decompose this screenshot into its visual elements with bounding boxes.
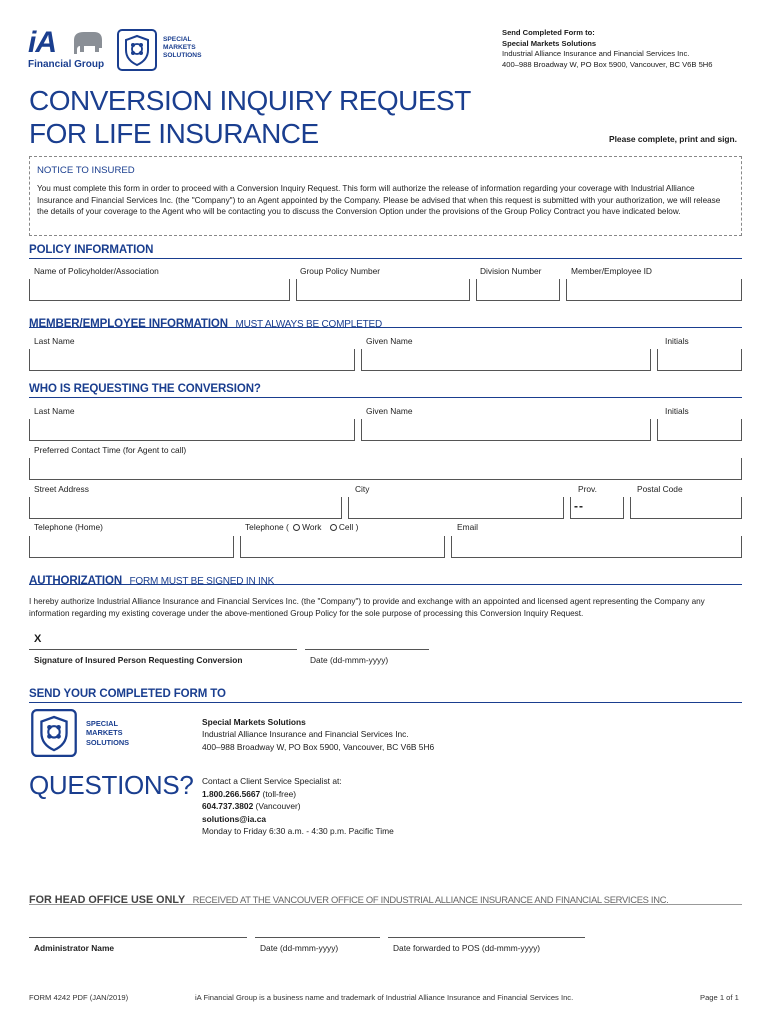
- division-label: Division Number: [480, 266, 542, 276]
- ia-logo: [28, 28, 108, 72]
- member-subheading: MUST ALWAYS BE COMPLETED: [235, 319, 382, 330]
- received-date-label: Date (dd-mmm-yyyy): [260, 943, 339, 953]
- member-given-name-label: Given Name: [366, 336, 413, 346]
- title-line-2: FOR LIFE INSURANCE: [29, 118, 319, 149]
- administrator-name-label: Administrator Name: [34, 943, 115, 953]
- city-label: City: [355, 484, 370, 494]
- questions-heading: QUESTIONS?: [29, 770, 194, 800]
- sms-logo-large: [31, 709, 151, 757]
- sms-logo-line: SOLUTIONS: [86, 737, 130, 747]
- email-label: Email: [457, 522, 478, 532]
- signature-date-label: Date (dd-mmm-yyyy): [310, 655, 389, 665]
- received-date-field[interactable]: [255, 920, 380, 938]
- city-field[interactable]: [348, 497, 564, 519]
- divider: [29, 702, 742, 703]
- toll-free-note: (toll-free): [260, 788, 297, 799]
- sms-logo-line: MARKETS: [163, 44, 196, 52]
- notice-body: You must complete this form in order to proceed with a Conversion Inquiry Request. This form will authorize the release of information regarding your coverage with Industrial Alliance Insurance and Financial Services Inc. (the "Company") to an Agent appointed by the Company. Please be advised that when this request is submitted with your authorization, we will release the details of your coverage to the Agent who will be contacting you to discuss the Conversion Option under the provisions of the Group Policy Contract you have indicated below.: [37, 184, 721, 217]
- member-last-name-label: Last Name: [34, 336, 75, 346]
- questions-contact-block: [202, 775, 394, 838]
- trademark-notice: iA Financial Group is a business name and trademark of Industrial Alliance Insurance and Financial Services Inc.: [195, 993, 574, 1002]
- requester-heading: WHO IS REQUESTING THE CONVERSION?: [29, 383, 261, 395]
- signature-label: Signature of Insured Person Requesting Conversion: [34, 655, 243, 665]
- send-to-heading: Send Completed Form to:: [502, 28, 595, 37]
- divider: [29, 397, 742, 398]
- phone-prefix: Telephone (: [245, 522, 289, 532]
- policyholder-field[interactable]: [29, 279, 290, 301]
- questions-contact: Contact a Client Service Specialist at:: [202, 776, 342, 786]
- x-mark: X: [34, 633, 42, 645]
- contact-time-label: Preferred Contact Time (for Agent to call): [34, 445, 187, 455]
- street-address-label: Street Address: [34, 484, 89, 494]
- forwarded-date-field[interactable]: [388, 920, 585, 938]
- notice-box: [29, 156, 742, 236]
- shield-icon: [31, 709, 77, 757]
- send-address-line: Special Markets Solutions: [202, 717, 306, 727]
- send-address: [202, 716, 434, 753]
- ia-logo-text: iA: [28, 26, 56, 59]
- divider: [29, 584, 742, 585]
- phone-work-cell-field[interactable]: [240, 536, 445, 558]
- requester-given-name-label: Given Name: [366, 406, 413, 416]
- street-address-field[interactable]: [29, 497, 342, 519]
- requester-initials-field[interactable]: [657, 419, 742, 441]
- division-field[interactable]: [476, 279, 560, 301]
- work-radio[interactable]: [293, 524, 300, 531]
- sms-logo-line: SOLUTIONS: [163, 52, 202, 60]
- province-field[interactable]: [570, 497, 624, 519]
- send-to-block: [502, 28, 713, 70]
- policy-heading: POLICY INFORMATION: [29, 244, 154, 256]
- vancouver-phone[interactable]: 604.737.3802: [202, 801, 254, 812]
- contact-time-field[interactable]: [29, 458, 742, 480]
- divider: [29, 327, 742, 328]
- sms-logo: [117, 29, 217, 71]
- signature-field[interactable]: [29, 634, 297, 650]
- member-initials-label: Initials: [665, 336, 689, 346]
- authorization-subheading: FORM MUST BE SIGNED IN INK: [129, 576, 275, 587]
- sms-logo-line: MARKETS: [86, 728, 123, 738]
- send-to-line: 400–988 Broadway W, PO Box 5900, Vancouver, BC V6B 5H6: [502, 59, 713, 69]
- phone-home-field[interactable]: [29, 536, 234, 558]
- requester-last-name-field[interactable]: [29, 419, 355, 441]
- notice-heading: NOTICE TO INSURED: [37, 165, 135, 176]
- phone-cell-label: Cell ): [338, 522, 359, 532]
- cell-radio[interactable]: [330, 524, 337, 531]
- phone-work-label: Work: [302, 522, 322, 532]
- sms-logo-line: SPECIAL: [86, 719, 119, 728]
- title-line-1: CONVERSION INQUIRY REQUEST: [29, 85, 471, 116]
- province-label: Prov.: [578, 484, 597, 494]
- vancouver-note: (Vancouver): [253, 801, 301, 812]
- requester-last-name-label: Last Name: [34, 406, 75, 416]
- form-id: FORM 4242 PDF (JAN/2019): [29, 993, 129, 1002]
- send-to-line: Special Markets Solutions: [502, 38, 597, 48]
- employee-id-label: Member/Employee ID: [571, 266, 652, 276]
- postal-code-label: Postal Code: [637, 484, 683, 494]
- member-initials-field[interactable]: [657, 349, 742, 371]
- date-field[interactable]: [305, 634, 429, 650]
- administrator-name-field[interactable]: [29, 920, 247, 938]
- head-office-heading: FOR HEAD OFFICE USE ONLY: [29, 894, 186, 906]
- postal-code-field[interactable]: [630, 497, 742, 519]
- send-to-line: Industrial Alliance Insurance and Financial Services Inc.: [502, 49, 690, 59]
- shield-icon: [117, 29, 157, 71]
- office-hours: Monday to Friday 6:30 a.m. - 4:30 p.m. Pacific Time: [202, 826, 394, 837]
- ia-logo-sub: Financial Group: [28, 59, 105, 70]
- employee-id-field[interactable]: [566, 279, 742, 301]
- instruction-text: Please complete, print and sign.: [609, 134, 737, 144]
- support-email-link[interactable]: solutions@ia.ca: [202, 813, 267, 824]
- toll-free-phone[interactable]: 1.800.266.5667: [202, 788, 261, 799]
- forwarded-date-label: Date forwarded to POS (dd-mmm-yyyy): [393, 943, 541, 953]
- authorization-body: I hereby authorize Industrial Alliance Insurance and Financial Services Inc. (the "Company") to provide and exchange with an appointed and licensed agent representing the Company any information regarding my existing coverage under the above-mentioned Group Policy for the sole purpose of processing this Conversion Inquiry Request.: [29, 597, 705, 618]
- requester-initials-label: Initials: [665, 406, 689, 416]
- divider: [29, 904, 742, 905]
- group-policy-field[interactable]: [296, 279, 470, 301]
- requester-given-name-field[interactable]: [361, 419, 651, 441]
- postal-dash: --: [574, 499, 584, 513]
- sms-logo-line: SPECIAL: [163, 36, 192, 43]
- email-field[interactable]: [451, 536, 742, 558]
- member-last-name-field[interactable]: [29, 349, 355, 371]
- send-heading: SEND YOUR COMPLETED FORM TO: [29, 688, 226, 700]
- page-number: Page 1 of 1: [700, 993, 739, 1002]
- elephant-icon: [70, 30, 104, 56]
- policyholder-label: Name of Policyholder/Association: [34, 266, 159, 276]
- head-office-subheading: RECEIVED AT THE VANCOUVER OFFICE OF INDUSTRIAL ALLIANCE INSURANCE AND FINANCIAL SERVICES INC.: [192, 894, 669, 905]
- authorization-heading: AUTHORIZATION: [29, 575, 123, 587]
- member-given-name-field[interactable]: [361, 349, 651, 371]
- phone-home-label: Telephone (Home): [34, 522, 103, 532]
- phone-work-cell-label: [245, 522, 358, 532]
- divider: [29, 258, 742, 259]
- page-title: [29, 84, 471, 150]
- member-heading: MEMBER/EMPLOYEE INFORMATION: [29, 318, 228, 330]
- group-policy-label: Group Policy Number: [300, 266, 381, 276]
- send-address-line: 400–988 Broadway W, PO Box 5900, Vancouver, BC V6B 5H6: [202, 741, 435, 752]
- send-address-line: Industrial Alliance Insurance and Financial Services Inc.: [202, 729, 409, 740]
